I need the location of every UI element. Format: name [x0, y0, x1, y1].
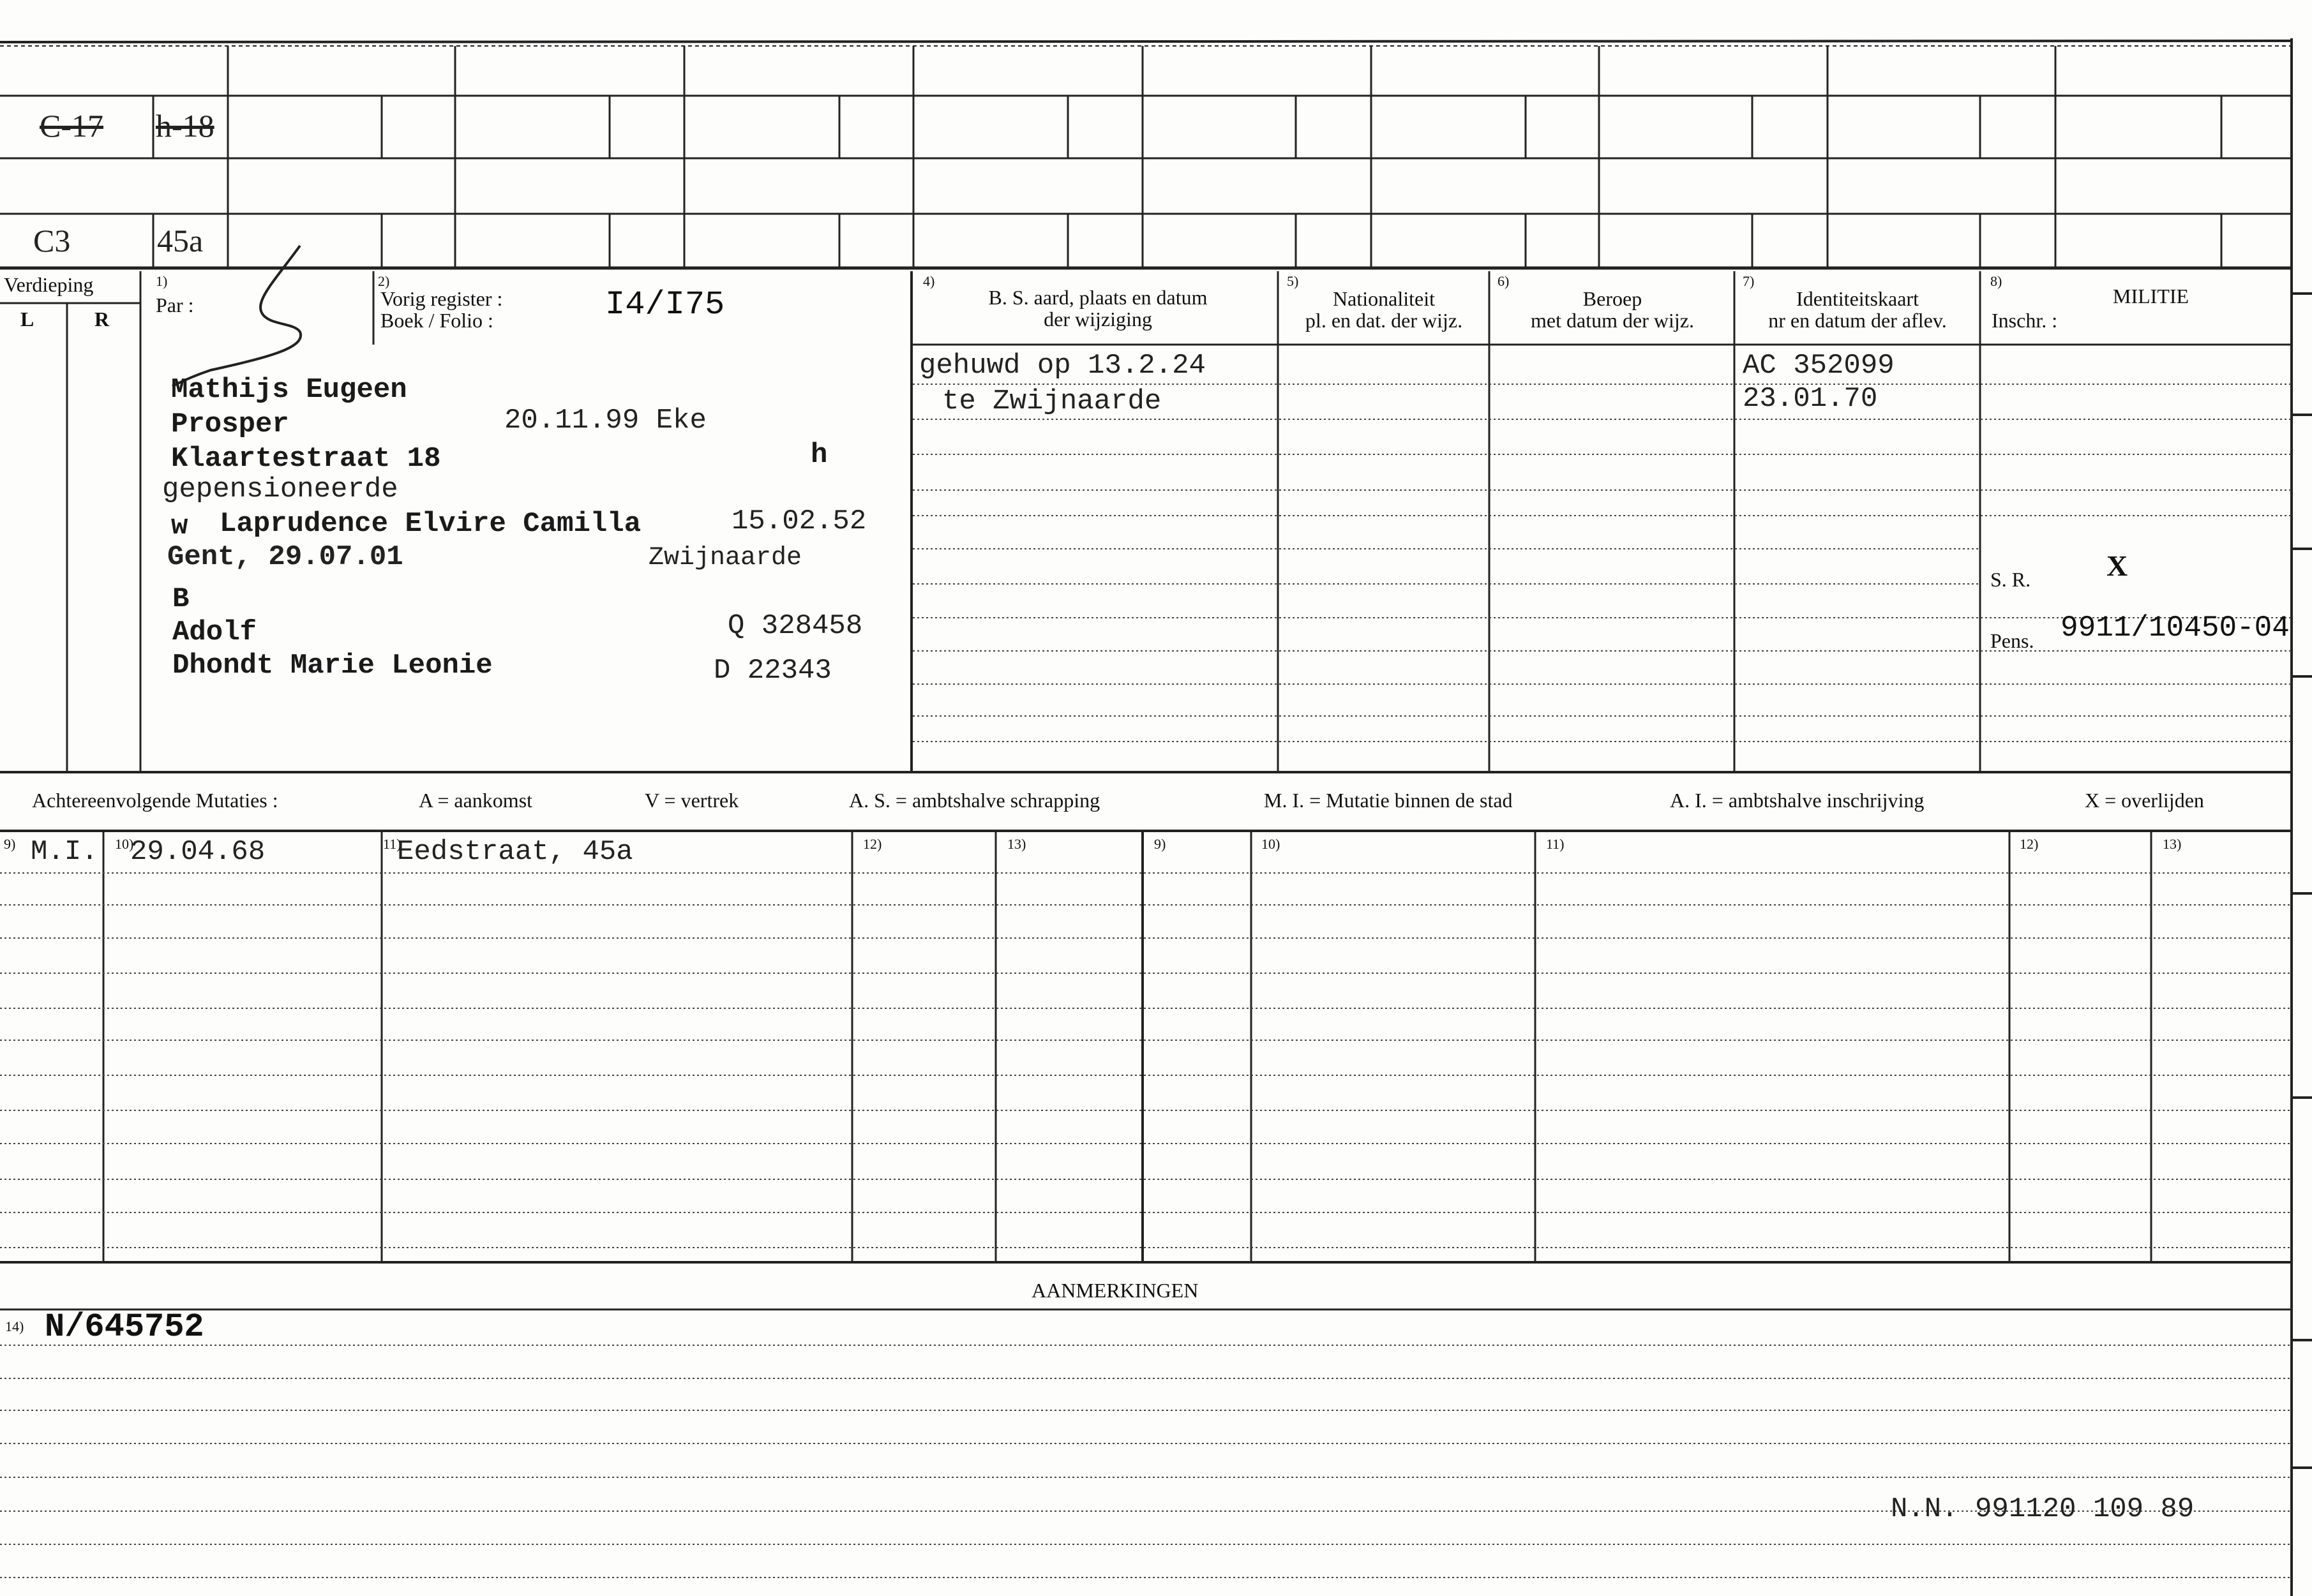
r-label: R [94, 308, 110, 331]
bs-header-line2: der wijziging [1044, 308, 1152, 331]
mut-col13b-number: 13) [2163, 836, 2182, 852]
id-entry-line2: 23.01.70 [1743, 383, 1878, 415]
col5-number: 5) [1287, 273, 1299, 289]
legend-x: X = overlijden [2085, 789, 2204, 812]
col2-number: 2) [378, 273, 390, 289]
legend-v: V = vertrek [645, 789, 739, 812]
pens-label: Pens. [1990, 629, 2034, 652]
id-entry-line1: AC 352099 [1743, 350, 1895, 382]
mut-col11b-number: 11) [1546, 836, 1565, 852]
spouse-birth: Gent, 29.07.01 [167, 541, 403, 573]
remarks-col14-number: 14) [5, 1318, 24, 1334]
legend-title: Achtereenvolgende Mutaties : [32, 789, 278, 812]
beroep-header-line2: met datum der wijz. [1531, 309, 1694, 332]
mut-col9b-number: 9) [1154, 836, 1166, 852]
code-d: D 22343 [714, 655, 832, 687]
militie-header: MILITIE [2113, 285, 2189, 308]
mut-col12b-number: 12) [2020, 836, 2039, 852]
code-q: Q 328458 [728, 610, 863, 642]
sr-label: S. R. [1990, 568, 2031, 591]
col4-number: 4) [923, 273, 935, 289]
mutation-type: M.I. [31, 836, 98, 868]
spouse-place: Zwijnaarde [649, 544, 802, 572]
code-right: 45a [157, 223, 204, 258]
person-firstname: Prosper [171, 408, 289, 440]
inschr-label: Inschr. : [1992, 309, 2058, 332]
par-label: Par : [156, 294, 194, 317]
nn-number: N.N. 991120 109 89 [1891, 1493, 2195, 1525]
w-prefix: w [171, 511, 188, 542]
pens-value: 9911/10450-04 [2061, 611, 2290, 645]
spouse-date: 15.02.52 [732, 505, 867, 537]
col7-number: 7) [1743, 273, 1755, 289]
sr-value: X [2106, 549, 2128, 582]
bs-entry-line1: gehuwd op 13.2.24 [919, 350, 1206, 382]
code-left: C3 [33, 223, 71, 258]
marker-h: h [811, 439, 828, 471]
vorig-register-label: Vorig register : [380, 287, 503, 310]
legend-mi: M. I. = Mutatie binnen de stad [1264, 789, 1513, 812]
mutation-date: 29.04.68 [130, 836, 266, 868]
mut-col10b-number: 10) [1261, 836, 1280, 852]
mut-col10-number: 10) [115, 836, 134, 852]
verdieping-label: Verdieping [4, 273, 94, 296]
person-occupation: gepensioneerde [162, 474, 398, 505]
marker-b: B [172, 583, 190, 615]
nat-header-line2: pl. en dat. der wijz. [1305, 309, 1463, 332]
l-label: L [20, 308, 34, 331]
bs-header-line1: B. S. aard, plaats en datum [988, 286, 1208, 309]
mut-col11-number: 11) [383, 836, 402, 852]
legend-a: A = aankomst [419, 789, 533, 812]
mut-col12-number: 12) [863, 836, 882, 852]
remarks-title: AANMERKINGEN [1032, 1279, 1199, 1302]
mutation-address: Eedstraat, 45a [397, 836, 633, 868]
bs-entry-line2: te Zwijnaarde [942, 385, 1162, 417]
mut-col13-number: 13) [1007, 836, 1026, 852]
id-header-line2: nr en datum der aflev. [1768, 309, 1947, 332]
boek-folio-label: Boek / Folio : [380, 309, 493, 332]
parent-name: Adolf [172, 616, 257, 648]
spouse-name: Laprudence Elvire Camilla [220, 508, 642, 540]
remarks-value: N/645752 [45, 1308, 204, 1346]
person-address: Klaartestraat 18 [171, 443, 441, 475]
old-code-right: h-18 [156, 108, 214, 144]
legend-as: A. S. = ambtshalve schrapping [849, 789, 1100, 812]
legend-ai: A. I. = ambtshalve inschrijving [1670, 789, 1925, 812]
mother-name: Dhondt Marie Leonie [172, 650, 493, 682]
col1-number: 1) [156, 273, 168, 289]
nat-header-line1: Nationaliteit [1333, 287, 1435, 310]
old-code-left: C-17 [40, 108, 103, 144]
id-header-line1: Identiteitskaart [1796, 287, 1919, 310]
person-name: Mathijs Eugeen [171, 374, 407, 406]
col6-number: 6) [1498, 273, 1510, 289]
vorig-register-value: I4/I75 [605, 286, 725, 324]
beroep-header-line1: Beroep [1582, 287, 1642, 310]
col8-number: 8) [1990, 273, 2002, 289]
person-birth: 20.11.99 Eke [504, 405, 707, 436]
mut-col9-number: 9) [4, 836, 16, 852]
